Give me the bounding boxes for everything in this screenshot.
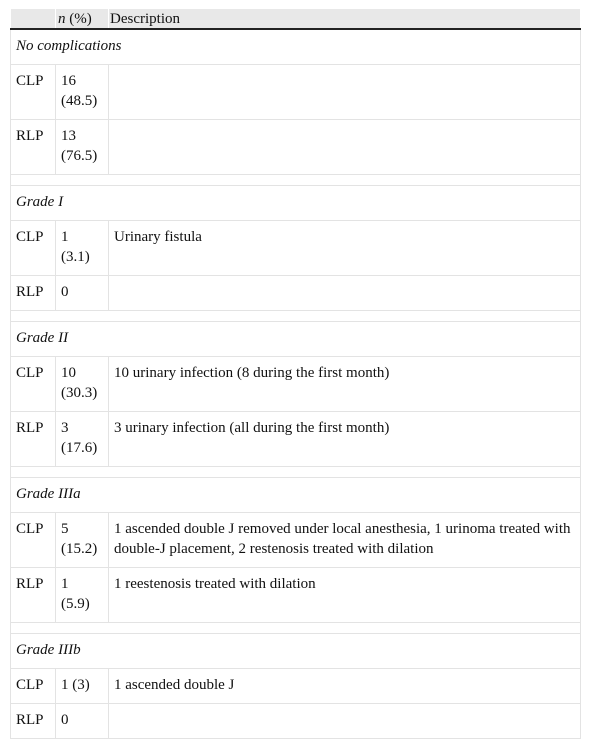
row-label: RLP [11, 120, 56, 175]
group-title: No complications [11, 29, 581, 65]
row-n-value: 5 [61, 521, 69, 537]
header-pct: (%) [65, 10, 92, 27]
row-label: CLP [11, 669, 56, 704]
row-n-value: 3 [61, 420, 69, 436]
row-n [56, 120, 109, 175]
row-n [56, 513, 109, 568]
row-n-value: 0 [61, 284, 69, 300]
row-n [56, 276, 109, 311]
row-description [109, 276, 581, 311]
header-group-col [11, 9, 56, 29]
table-row [11, 412, 581, 467]
group-row-grade-iiib [11, 634, 581, 669]
row-n [56, 568, 109, 623]
table-row [11, 513, 581, 568]
group-row-grade-iiia [11, 478, 581, 513]
row-description [109, 65, 581, 120]
header-description: Description [109, 9, 581, 29]
group-row-grade-ii [11, 322, 581, 357]
row-n [56, 65, 109, 120]
group-row-grade-i [11, 186, 581, 221]
row-label: RLP [11, 704, 56, 739]
row-n-value: 10 [61, 365, 76, 381]
header-n: n [58, 10, 66, 27]
group-spacer [11, 467, 581, 478]
group-title: Grade II [11, 322, 581, 357]
row-description [109, 704, 581, 739]
row-n-value: 16 [61, 73, 76, 89]
row-description: 1 ascended double J removed under local anesthesia, 1 urinoma treated with double-J placement, 2 restenosis treated with dilation [109, 513, 581, 568]
row-n-value: 1 [61, 576, 69, 592]
row-pct-value: (76.5) [61, 148, 98, 164]
row-label: CLP [11, 221, 56, 276]
group-spacer [11, 311, 581, 322]
row-label: RLP [11, 276, 56, 311]
row-label: RLP [11, 412, 56, 467]
row-pct-value: (48.5) [61, 93, 98, 109]
row-label: CLP [11, 357, 56, 412]
row-label: RLP [11, 568, 56, 623]
row-n-value: 0 [61, 712, 69, 728]
row-n [56, 221, 109, 276]
table-row [11, 276, 581, 311]
table-row [11, 357, 581, 412]
row-n-value: 1 (3) [61, 677, 90, 693]
row-pct-value: (15.2) [61, 541, 98, 557]
group-row-no-complications [11, 29, 581, 65]
row-n [56, 704, 109, 739]
row-pct-value: (17.6) [61, 440, 98, 456]
table-row [11, 65, 581, 120]
row-pct-value: (5.9) [61, 596, 90, 612]
row-n-value: 1 [61, 229, 69, 245]
row-pct-value: (30.3) [61, 385, 98, 401]
row-n [56, 669, 109, 704]
group-title: Grade IIIa [11, 478, 581, 513]
group-spacer [11, 623, 581, 634]
row-description [109, 120, 581, 175]
table-row [11, 704, 581, 739]
row-description: 10 urinary infection (8 during the first month) [109, 357, 581, 412]
group-title: Grade IIIb [11, 634, 581, 669]
row-description: 1 reestenosis treated with dilation [109, 568, 581, 623]
row-label: CLP [11, 513, 56, 568]
table-header-row [11, 9, 581, 29]
group-title: Grade I [11, 186, 581, 221]
row-n-value: 13 [61, 128, 76, 144]
row-description: Urinary fistula [109, 221, 581, 276]
table-row [11, 120, 581, 175]
row-description: 3 urinary infection (all during the first month) [109, 412, 581, 467]
row-pct-value: (3.1) [61, 249, 90, 265]
header-n-pct [56, 9, 109, 29]
row-description: 1 ascended double J [109, 669, 581, 704]
table-row [11, 669, 581, 704]
row-n [56, 357, 109, 412]
complications-table [10, 9, 581, 739]
table-row [11, 221, 581, 276]
table-row [11, 568, 581, 623]
group-spacer [11, 175, 581, 186]
row-n [56, 412, 109, 467]
row-label: CLP [11, 65, 56, 120]
